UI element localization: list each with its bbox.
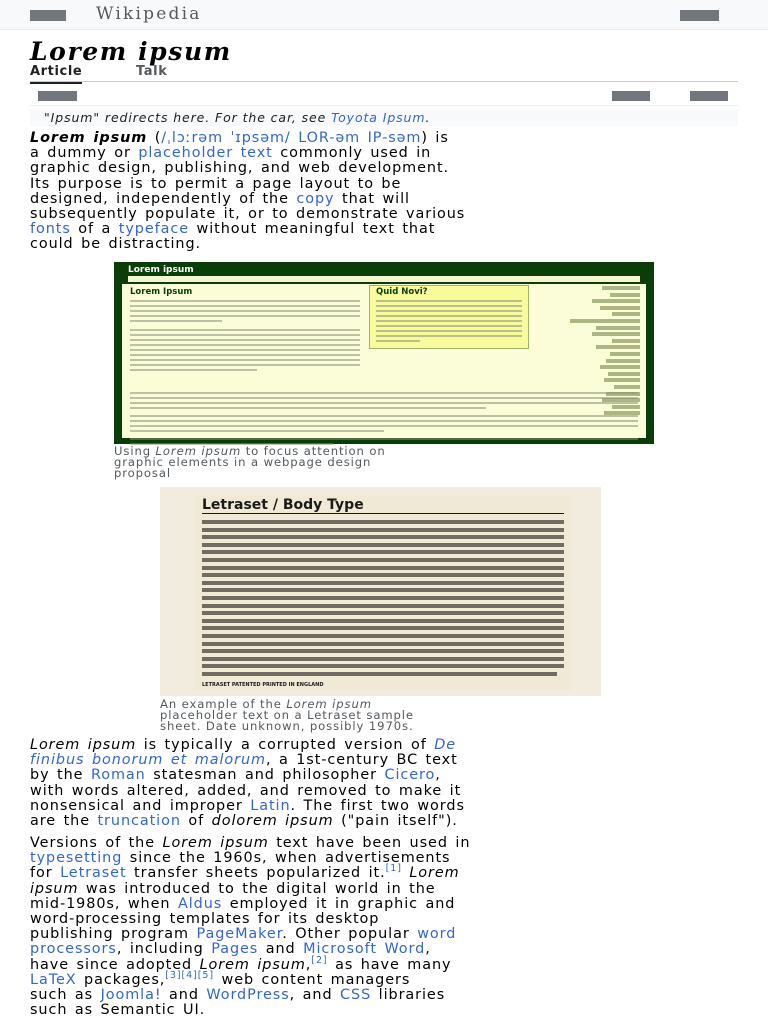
text: ,: [305, 956, 312, 973]
link-fonts[interactable]: fonts: [30, 221, 71, 238]
reference-2[interactable]: [2]: [311, 954, 328, 966]
text: libraries: [371, 986, 446, 1003]
link-wordpress[interactable]: WordPress: [206, 986, 290, 1003]
text: commonly used in: [272, 145, 432, 162]
text: transfer sheets popularized it.: [126, 865, 386, 882]
hatnote-text: "Ipsum" redirects here. For the car, see: [44, 110, 332, 125]
figure-webpage-design-image[interactable]: [114, 262, 654, 444]
text-line: sheet. Date unknown, possibly 1970s.: [160, 719, 414, 733]
text: Versions of the: [30, 835, 163, 851]
text-line: graphic design, publishing, and web development.: [30, 160, 450, 177]
text: , including: [116, 941, 212, 958]
pronunciation-link[interactable]: /ˌlɔːrəm ˈɪpsəm/ LOR-əm IP-səm: [161, 130, 422, 146]
text: packages,: [76, 971, 166, 988]
hamburger-menu-icon[interactable]: [30, 10, 66, 21]
text-line: with words altered, added, and removed to make it: [30, 782, 462, 799]
text: Lorem: [409, 865, 460, 882]
letraset-body-text: [202, 520, 564, 679]
text: dolorem ipsum: [211, 812, 334, 829]
link-pagemaker[interactable]: PageMaker: [196, 926, 283, 943]
text: have since adopted: [30, 956, 200, 973]
figure-subbar: [128, 276, 640, 282]
text: for: [30, 865, 61, 882]
text: that will: [334, 190, 410, 207]
link-cicero[interactable]: Cicero: [384, 767, 436, 784]
text-line: word-processing templates for its desktop: [30, 910, 380, 927]
link-copy[interactable]: copy: [296, 190, 335, 207]
text: ipsum: [30, 880, 79, 897]
reference-1[interactable]: [1]: [385, 863, 402, 875]
text: publishing program: [30, 926, 197, 943]
link-truncation[interactable]: truncation: [97, 812, 181, 829]
text: employed it in graphic and: [222, 895, 456, 912]
bold-term: Lorem ipsum: [30, 130, 148, 146]
text-line: proposal: [114, 466, 171, 480]
link-word-processors[interactable]: word: [417, 926, 457, 943]
link-de-finibus-cont[interactable]: finibus bonorum et malorum: [30, 752, 266, 769]
text: . Other popular: [282, 926, 418, 943]
text: Lorem ipsum: [155, 444, 242, 458]
text-line: Its purpose is to permit a page layout to be: [30, 175, 402, 192]
text-line: such as Semantic UI.: [30, 1002, 206, 1019]
text: was introduced to the digital world in the: [78, 880, 436, 897]
wikipedia-wordmark[interactable]: Wikipedia: [96, 4, 202, 24]
text: ("pain itself").: [333, 812, 458, 829]
link-word-processors-cont[interactable]: processors: [30, 941, 117, 958]
text: (: [147, 130, 162, 146]
intro-paragraph: [30, 131, 742, 253]
language-icon[interactable]: [38, 91, 77, 101]
edit-pencil-icon[interactable]: [690, 91, 728, 101]
link-placeholder-text[interactable]: placeholder text: [138, 145, 273, 162]
paragraph-2: [30, 738, 742, 829]
text: ,: [435, 767, 441, 784]
link-latex[interactable]: LaTeX: [30, 971, 77, 988]
text: Lorem ipsum: [162, 835, 269, 851]
letraset-footer: LETRASET PATENTED PRINTED IN ENGLAND: [202, 682, 324, 688]
page-actions-bar: [30, 84, 738, 106]
text: . The first two words: [290, 797, 465, 814]
link-pages[interactable]: Pages: [211, 941, 259, 958]
tab-talk[interactable]: Talk: [136, 64, 168, 79]
text: ) is: [421, 130, 449, 146]
text-line: graphic elements in a webpage design: [114, 455, 372, 469]
text: are the: [30, 812, 98, 829]
text: a dummy or: [30, 145, 139, 162]
watch-star-icon[interactable]: [612, 91, 650, 101]
hatnote: [30, 110, 738, 126]
link-microsoft-word[interactable]: Microsoft Word: [303, 941, 426, 958]
text-line: could be distracting.: [30, 236, 202, 253]
letraset-title: Letraset / Body Type: [202, 497, 564, 514]
page-title: Lorem ipsum: [30, 37, 232, 66]
link-letraset[interactable]: Letraset: [60, 865, 127, 882]
link-de-finibus[interactable]: De: [434, 737, 457, 753]
text: designed, independently of the: [30, 190, 297, 207]
figure-text-block-1: [130, 300, 360, 374]
text: nonsensical and improper: [30, 797, 251, 814]
tab-article[interactable]: Article: [30, 64, 82, 84]
text: is typically a corrupted version of: [136, 737, 435, 753]
text: such as: [30, 986, 101, 1003]
text: mid-1980s, when: [30, 895, 178, 912]
figure-main-title: Lorem Ipsum: [130, 287, 193, 297]
text: and: [161, 986, 207, 1003]
link-css[interactable]: CSS: [340, 986, 372, 1003]
figure-body: [122, 284, 646, 438]
link-latin[interactable]: Latin: [250, 797, 291, 814]
reference-3-4-5[interactable]: [3][4][5]: [165, 969, 214, 981]
text: statesman and philosopher: [145, 767, 385, 784]
text-line: subsequently populate it, or to demonstrate various: [30, 205, 466, 222]
link-typesetting[interactable]: typesetting: [30, 850, 123, 867]
link-roman[interactable]: Roman: [90, 767, 146, 784]
text: since the 1960s, when advertisements: [122, 850, 451, 867]
link-typeface[interactable]: typeface: [118, 221, 190, 238]
hatnote-end: .: [425, 110, 431, 125]
text: of a: [70, 221, 119, 238]
text: , a 1st-century BC text: [265, 752, 458, 769]
text: to focus attention on: [241, 444, 386, 458]
letraset-paper: [194, 496, 572, 690]
namespace-tabs: [30, 63, 738, 82]
text: and: [258, 941, 304, 958]
text: web content managers: [214, 971, 411, 988]
figure-sidebox: [369, 285, 529, 349]
text-line: placeholder text on a Letraset sample: [160, 708, 414, 722]
text: Using: [114, 444, 156, 458]
text: as have many: [327, 956, 452, 973]
text: without meaningful text that: [189, 221, 436, 238]
figure-letraset-sheet-image[interactable]: [160, 487, 601, 696]
figure-side-title: Quid Novi?: [376, 287, 428, 297]
text: , and: [289, 986, 341, 1003]
link-aldus[interactable]: Aldus: [177, 895, 223, 912]
text: text have been used in: [268, 835, 471, 851]
text: An example of the: [160, 697, 287, 711]
figure-text-block-2: [130, 392, 638, 448]
figure-caption-2: [160, 699, 601, 732]
figure-heading: Lorem ipsum: [128, 265, 194, 275]
text: Lorem ipsum: [30, 737, 137, 753]
text: of: [180, 812, 212, 829]
figure-caption-1: [114, 446, 654, 479]
text: ,: [425, 941, 431, 958]
text: by the: [30, 767, 91, 784]
text: Lorem ipsum: [286, 697, 372, 711]
link-joomla[interactable]: Joomla!: [100, 986, 162, 1003]
hatnote-link-toyota-ipsum[interactable]: Toyota Ipsum: [331, 110, 426, 125]
user-icon[interactable]: [680, 10, 719, 21]
paragraph-3: [30, 836, 742, 1018]
header-bar: [0, 0, 768, 30]
text: Lorem ipsum: [199, 956, 306, 973]
